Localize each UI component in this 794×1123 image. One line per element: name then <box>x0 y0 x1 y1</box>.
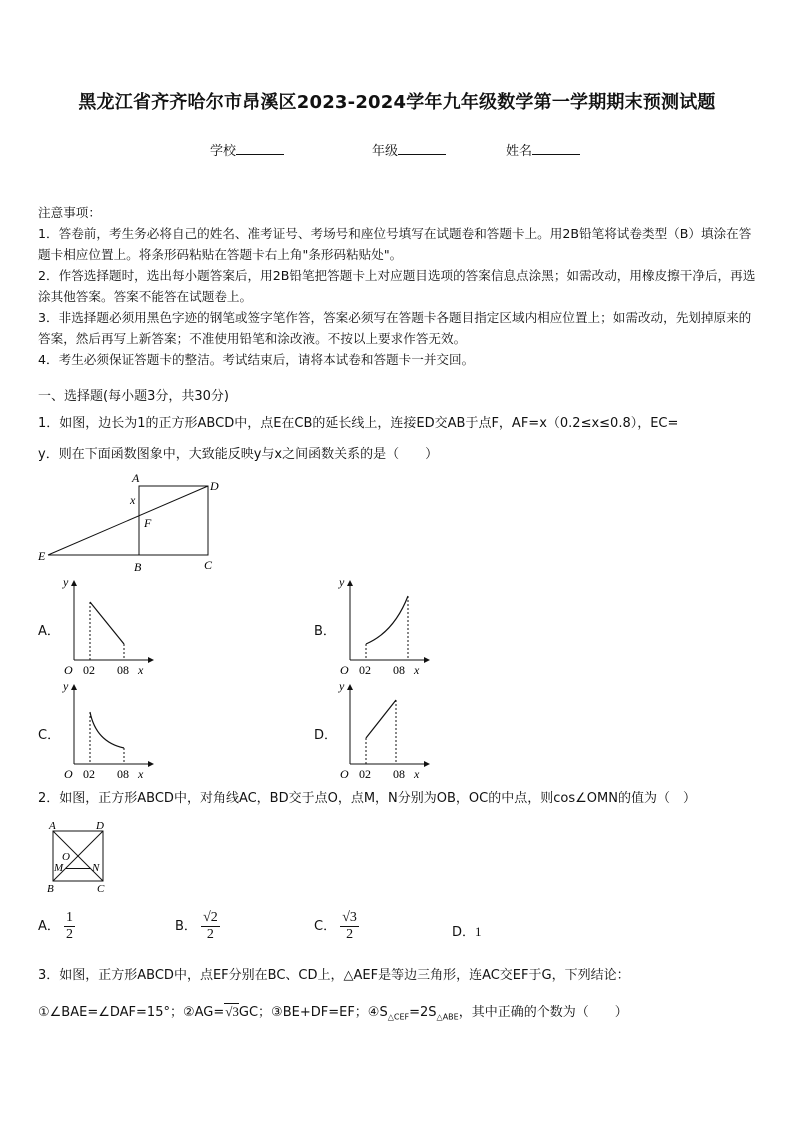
y-axis-arrow <box>71 684 77 690</box>
text-segment: =2S <box>409 1005 437 1020</box>
tick-label: 08 <box>393 663 405 677</box>
y-label: y <box>63 679 69 693</box>
origin-label: O <box>64 663 73 677</box>
label-m: M <box>54 862 64 874</box>
option-label: C． <box>314 919 337 934</box>
tick-label: 02 <box>83 663 95 677</box>
subscript: △ABE <box>436 1012 459 1022</box>
y-axis-arrow <box>347 684 353 690</box>
q2-option-a <box>38 910 75 943</box>
label-o: O <box>62 851 70 863</box>
option-label: B． <box>175 919 197 934</box>
option-label: A． <box>38 919 60 934</box>
fraction <box>340 910 359 943</box>
tick-label: 08 <box>393 767 405 781</box>
graph-curve <box>366 596 408 644</box>
tick-label: 08 <box>117 767 129 781</box>
label-b: B <box>134 560 142 574</box>
label-b: B <box>47 883 54 894</box>
text-segment: GC；③BE+DF=EF；④S <box>238 1005 388 1020</box>
q1-option-a-label: A． <box>38 624 60 639</box>
q1-option-c-label: C． <box>38 728 61 743</box>
grade-label: 年级 <box>372 144 399 159</box>
numerator: √3 <box>342 910 357 925</box>
school-label: 学校 <box>210 144 237 159</box>
y-label: y <box>63 575 69 589</box>
label-d: D <box>96 820 104 832</box>
label-a: A <box>132 471 140 485</box>
x-label: x <box>414 767 420 781</box>
q1-option-b-label: B． <box>314 624 336 639</box>
numerator: 1 <box>66 910 74 925</box>
x-label: x <box>138 663 144 677</box>
label-f: F <box>144 516 152 530</box>
question-2-figure <box>42 818 112 894</box>
question-1-figure <box>30 468 230 578</box>
label-n: N <box>92 862 100 874</box>
q2-option-d <box>452 921 482 940</box>
label-d: D <box>210 479 219 493</box>
q1-graph-a <box>58 574 154 678</box>
label-c: C <box>97 883 105 894</box>
label-a: A <box>49 820 56 832</box>
origin-label: O <box>340 663 349 677</box>
name-label: 姓名 <box>506 144 533 159</box>
question-2-text: 2．如图，正方形ABCD中，对角线AC，BD交于点O，点M，N分别为OB，OC的中点，则cos∠OMN的值为（ ） <box>38 791 696 806</box>
fraction <box>201 910 220 943</box>
y-label: y <box>339 679 345 693</box>
graph-curve <box>90 712 124 748</box>
x-label: x <box>138 767 144 781</box>
origin-label: O <box>64 767 73 781</box>
origin-label: O <box>340 767 349 781</box>
y-axis-arrow <box>71 580 77 586</box>
question-1-line2: y．则在下面函数图象中，大致能反映y与x之间函数关系的是（ ） <box>38 447 439 462</box>
question-3-line2 <box>38 1001 628 1029</box>
x-axis-arrow <box>148 657 154 663</box>
x-axis-arrow <box>424 761 430 767</box>
page-title: 黑龙江省齐齐哈尔市昂溪区2023-2024学年九年级数学第一学期期末预测试题 <box>78 92 716 113</box>
sqrt-expression: √3 <box>225 1004 239 1019</box>
denominator: 2 <box>66 927 74 942</box>
y-axis-arrow <box>347 580 353 586</box>
option-value: 1 <box>475 924 482 939</box>
name-field <box>506 140 580 159</box>
graph-curve <box>366 700 396 738</box>
q2-option-b <box>175 910 220 943</box>
school-field <box>210 140 284 159</box>
notes-section <box>38 202 760 370</box>
graph-curve <box>90 602 124 644</box>
denominator: 2 <box>346 927 354 942</box>
label-x: x <box>130 493 136 507</box>
tick-label: 02 <box>83 767 95 781</box>
denominator: 2 <box>206 927 214 942</box>
fraction <box>64 910 75 943</box>
x-axis-arrow <box>148 761 154 767</box>
tick-label: 02 <box>359 663 371 677</box>
note-item-1: 1．答卷前，考生务必将自己的姓名、准考证号、考场号和座位号填写在试题卷和答题卡上。用2B铅笔将试卷类型（B）填涂在答题卡相应位置上。将条形码粘贴在答题卡右上角"条形码粘贴处"。 <box>38 226 752 262</box>
note-item-3: 3．非选择题必须用黑色字迹的钢笔或签字笔作答，答案必须写在答题卡各题目指定区域内相应位置上；如需改动，先划掉原来的答案，然后再写上新答案；不准使用铅笔和涂改液。不按以上要求作答无效。 <box>38 310 752 346</box>
tick-label: 08 <box>117 663 129 677</box>
q1-graph-c <box>58 678 154 782</box>
text-segment: ①∠BAE=∠DAF=15°；②AG= <box>38 1005 225 1020</box>
segment-ed <box>48 486 208 555</box>
grade-field <box>372 140 446 159</box>
subscript: △CEF <box>387 1012 410 1022</box>
note-item-2: 2．作答选择题时，选出每小题答案后，用2B铅笔把答题卡上对应题目选项的答案信息点涂黑；如需改动，用橡皮擦干净后，再选涂其他答案。答案不能答在试题卷上。 <box>38 268 756 304</box>
numerator: √2 <box>203 910 218 925</box>
q1-graph-b <box>334 574 430 678</box>
q1-graph-d <box>334 678 430 782</box>
label-e: E <box>38 549 46 563</box>
x-axis-arrow <box>424 657 430 663</box>
question-1-line1: 1．如图，边长为1的正方形ABCD中，点E在CB的延长线上，连接ED交AB于点F，AF=x（0.2≤x≤0.8），EC= <box>38 416 679 431</box>
tick-label: 02 <box>359 767 371 781</box>
notes-heading: 注意事项： <box>38 205 101 220</box>
text-segment: ，其中正确的个数为（ ） <box>458 1005 628 1020</box>
q1-option-d-label: D． <box>314 728 338 743</box>
note-item-4: 4．考生必须保证答题卡的整洁。考试结束后，请将本试卷和答题卡一并交回。 <box>38 352 475 367</box>
question-3-line1: 3．如图，正方形ABCD中，点EF分别在BC、CD上，△AEF是等边三角形，连AC交EF于G，下列结论： <box>38 968 630 983</box>
section-heading: 一、选择题(每小题3分，共30分) <box>38 389 229 404</box>
x-label: x <box>414 663 420 677</box>
label-c: C <box>204 558 213 572</box>
y-label: y <box>339 575 345 589</box>
q2-option-c <box>314 910 359 943</box>
option-label: D． <box>452 925 476 940</box>
